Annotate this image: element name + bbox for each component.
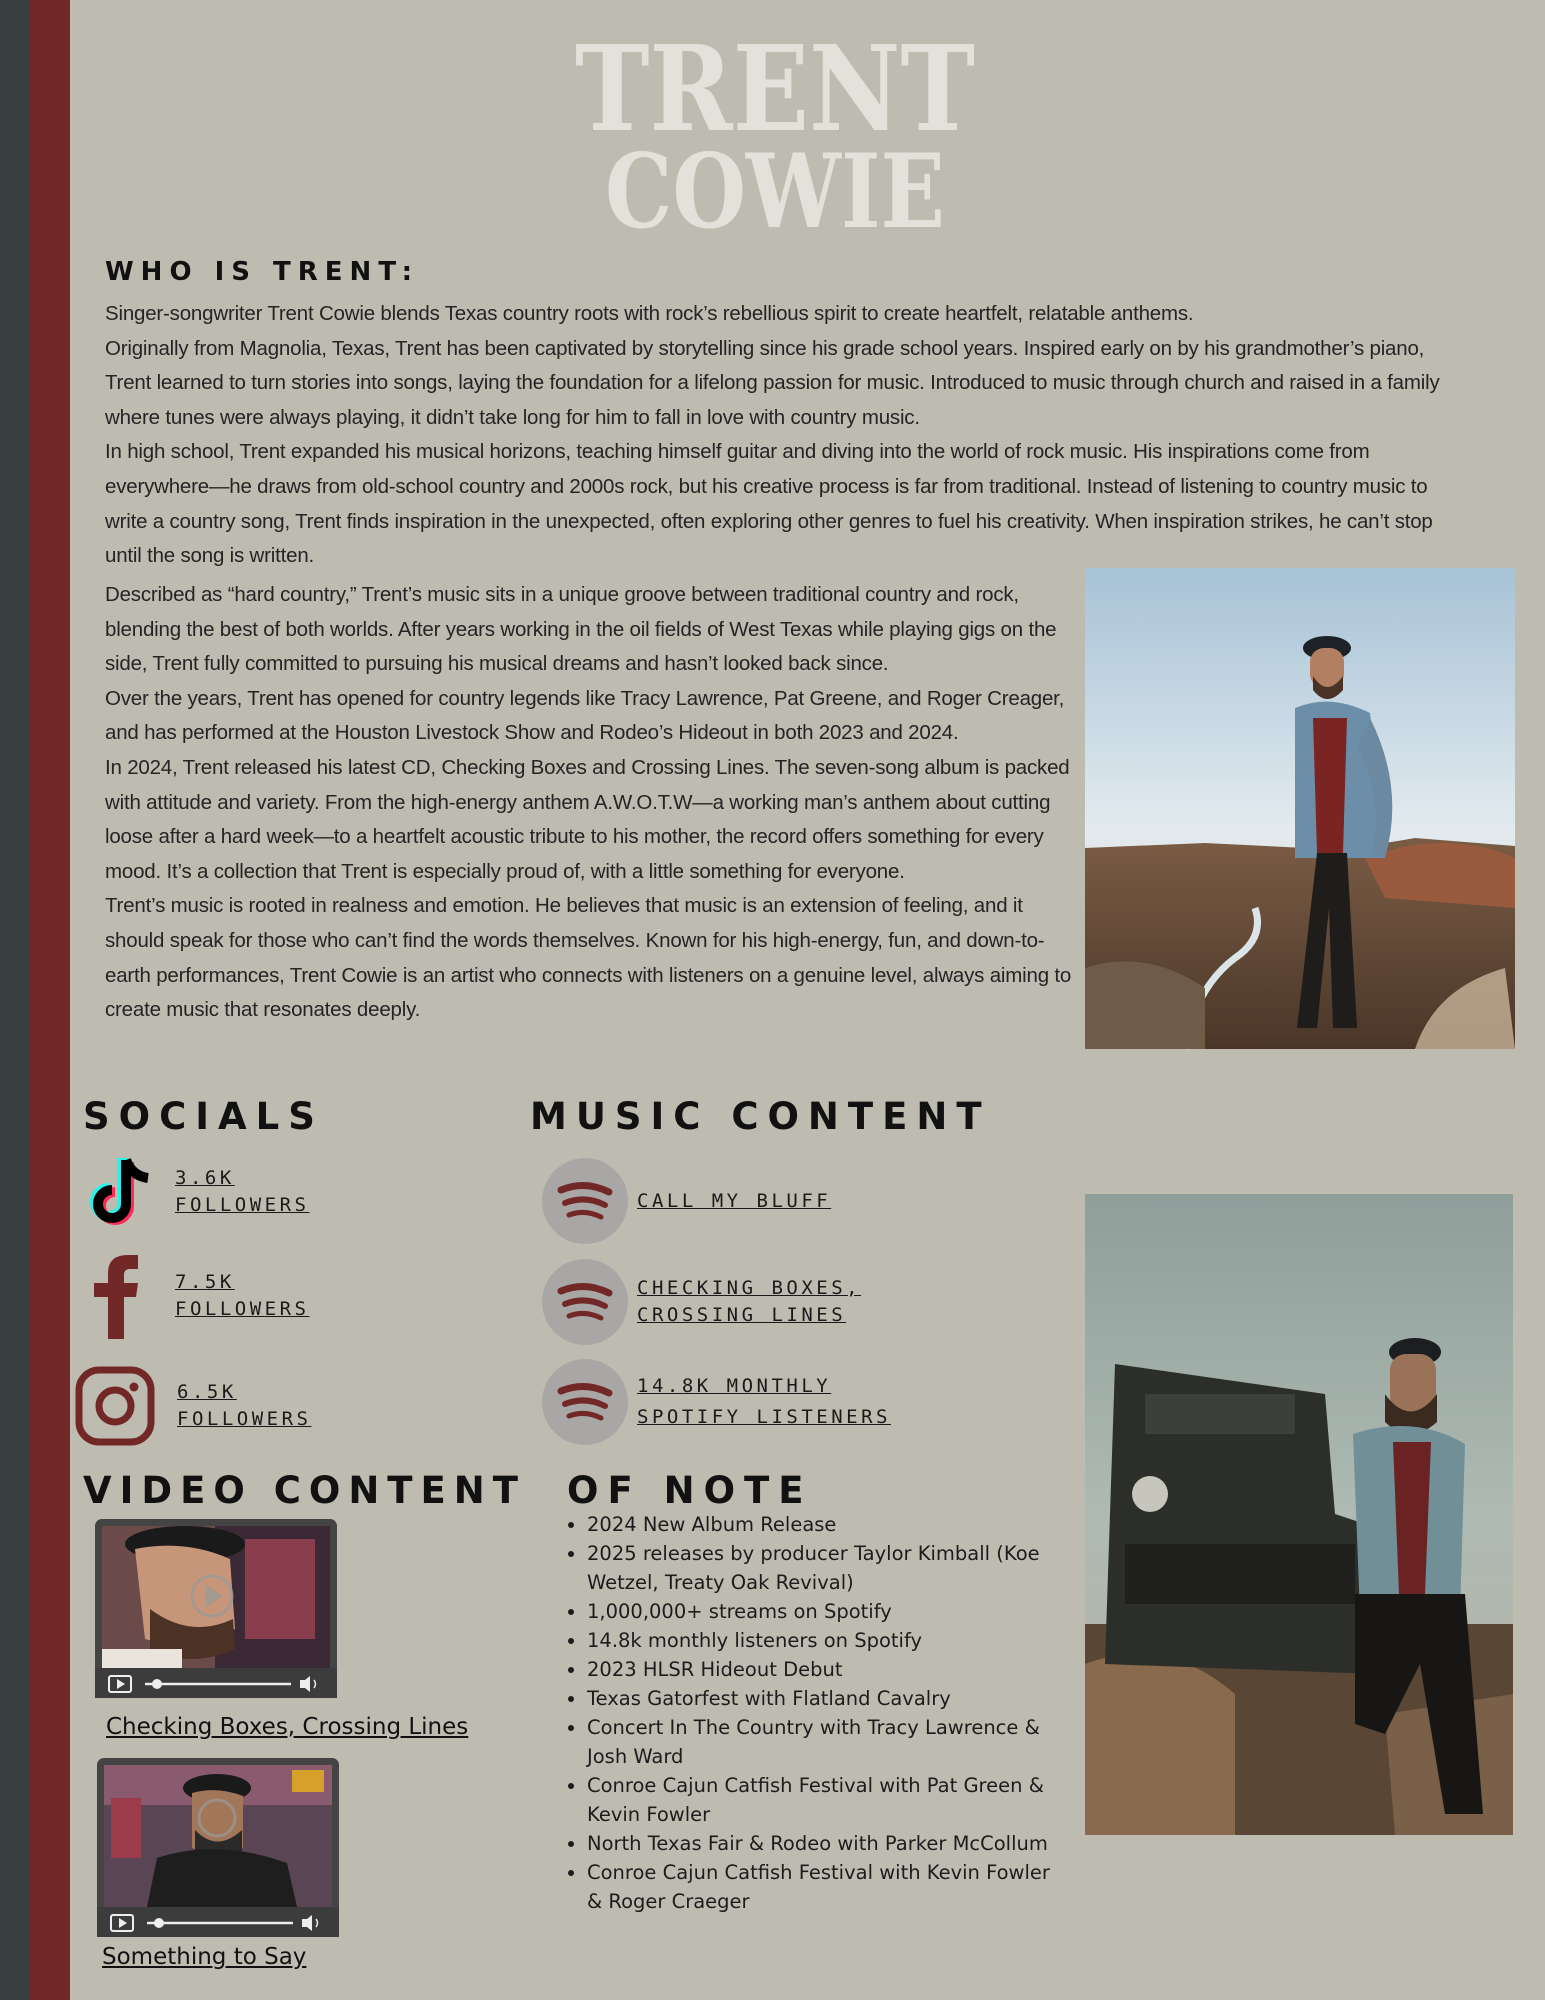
list-item: • Conroe Cajun Catfish Festival with Pat Green & Kevin Fowler xyxy=(587,1771,1057,1829)
music-item-monthly-listeners[interactable]: 14.8K MONTHLY SPOTIFY LISTENERS xyxy=(542,1359,891,1445)
of-note-heading: OF NOTE xyxy=(567,1469,813,1512)
music-item-checking-boxes[interactable]: CHECKING BOXES, CROSSING LINES xyxy=(542,1259,861,1345)
bio-paragraph: Over the years, Trent has opened for country legends like Tracy Lawrence, Pat Greene, and Roger Creager, and has performed at the Houston Livestock Show and Rodeo’s Hideout in both 2023 and 2024. xyxy=(105,686,1065,745)
tiktok-followers[interactable]: 3.6K FOLLOWERS xyxy=(175,1167,310,1216)
left-red-stripe xyxy=(29,0,70,2000)
list-item: • 2024 New Album Release xyxy=(587,1510,1057,1539)
bio-intro xyxy=(105,297,1460,574)
bio-paragraph: Trent’s music is rooted in realness and emotion. He believes that music is an extension of feeling, and it should speak for those who can’t find the words themselves. Known for his high-energy, fun, and down-to-earth performances, Trent Cowie is an artist who connects with listeners on a genuine level, always aiming to create music that resonates deeply. xyxy=(105,894,1072,1022)
video-link-something-to-say[interactable]: Something to Say xyxy=(102,1944,307,1970)
list-item: • 14.8k monthly listeners on Spotify xyxy=(587,1626,1057,1655)
music-item-call-my-bluff[interactable]: CALL MY BLUFF xyxy=(542,1158,831,1244)
spotify-icon xyxy=(542,1359,628,1445)
instagram-followers[interactable]: 6.5K FOLLOWERS xyxy=(177,1381,312,1430)
artist-photo-canyon xyxy=(1085,568,1515,1049)
facebook-followers[interactable]: 7.5K FOLLOWERS xyxy=(175,1271,310,1320)
instagram-icon xyxy=(75,1367,155,1445)
social-facebook[interactable] xyxy=(88,1253,309,1339)
video-heading: VIDEO CONTENT xyxy=(83,1469,527,1512)
trent-cowie-logo xyxy=(570,19,980,252)
video-link-checking-boxes[interactable]: Checking Boxes, Crossing Lines xyxy=(106,1714,469,1740)
spotify-icon xyxy=(542,1158,628,1244)
list-item: • 2023 HLSR Hideout Debut xyxy=(587,1655,1057,1684)
list-item: • North Texas Fair & Rodeo with Parker McCollum xyxy=(587,1829,1057,1858)
video-player-checking-boxes[interactable] xyxy=(95,1519,337,1698)
bio-paragraph: In high school, Trent expanded his musical horizons, teaching himself guitar and diving into the world of rock music. His inspirations come from everywhere—he draws from old-school country and 2000s rock, but his creative process is far from traditional. Instead of listening to country music to write a country song, Trent finds inspiration in the unexpected, often exploring other genres to fuel his creativity. When inspiration strikes, he can’t stop until the song is written. xyxy=(105,440,1433,568)
bio-paragraph: In 2024, Trent released his latest CD, Checking Boxes and Crossing Lines. The seven-song album is packed with attitude and variety. From the high-energy anthem A.W.O.T.W—a working man’s anthem about cutting loose after a hard week—to a heartfelt acoustic tribute to his mother, the record offers something for every mood. It’s a collection that Trent is especially proud of, with a little something for everyone. xyxy=(105,755,1070,883)
video-player-something-to-say[interactable] xyxy=(97,1758,339,1937)
spotify-icon xyxy=(542,1259,628,1345)
tiktok-icon xyxy=(88,1152,158,1232)
list-item: • Concert In The Country with Tracy Lawrence & Josh Ward xyxy=(587,1713,1057,1771)
logo-line-2: COWIE xyxy=(605,132,945,252)
bio-heading: WHO IS TRENT: xyxy=(105,257,420,287)
music-heading: MUSIC CONTENT xyxy=(530,1095,991,1138)
artist-photo-truck xyxy=(1085,1194,1513,1835)
bio-paragraph: Singer-songwriter Trent Cowie blends Texas country roots with rock’s rebellious spirit to create heartfelt, relatable anthems. xyxy=(105,302,1194,325)
bio-paragraph: Originally from Magnolia, Texas, Trent has been captivated by storytelling since his grade school years. Inspired early on by his grandmother’s piano, Trent learned to turn stories into songs, laying the foundation for a lifelong passion for music. Introduced to music through church and raised in a family where tunes were always playing, it didn’t take long for him to fall in love with country music. xyxy=(105,336,1440,429)
logo-line-1: TRENT xyxy=(575,19,975,158)
bio-paragraph: Described as “hard country,” Trent’s music sits in a unique groove between traditional country and rock, blending the best of both worlds. After years working in the oil fields of West Texas while playing gigs on the side, Trent fully committed to pursuing his musical dreams and hasn’t looked back since. xyxy=(105,583,1057,676)
list-item: • 1,000,000+ streams on Spotify xyxy=(587,1597,1057,1626)
list-item: • Texas Gatorfest with Flatland Cavalry xyxy=(587,1684,1057,1713)
bio-continued xyxy=(105,578,1085,1028)
social-instagram[interactable] xyxy=(75,1367,311,1445)
facebook-icon xyxy=(88,1253,158,1339)
left-dark-stripe xyxy=(0,0,29,2000)
socials-heading: SOCIALS xyxy=(83,1095,324,1138)
list-item: • Conroe Cajun Catfish Festival with Kevin Fowler & Roger Craeger xyxy=(587,1858,1057,1916)
list-item: • 2025 releases by producer Taylor Kimball (Koe Wetzel, Treaty Oak Revival) xyxy=(587,1539,1057,1597)
of-note-list xyxy=(565,1510,1057,1916)
social-tiktok[interactable] xyxy=(88,1152,309,1232)
